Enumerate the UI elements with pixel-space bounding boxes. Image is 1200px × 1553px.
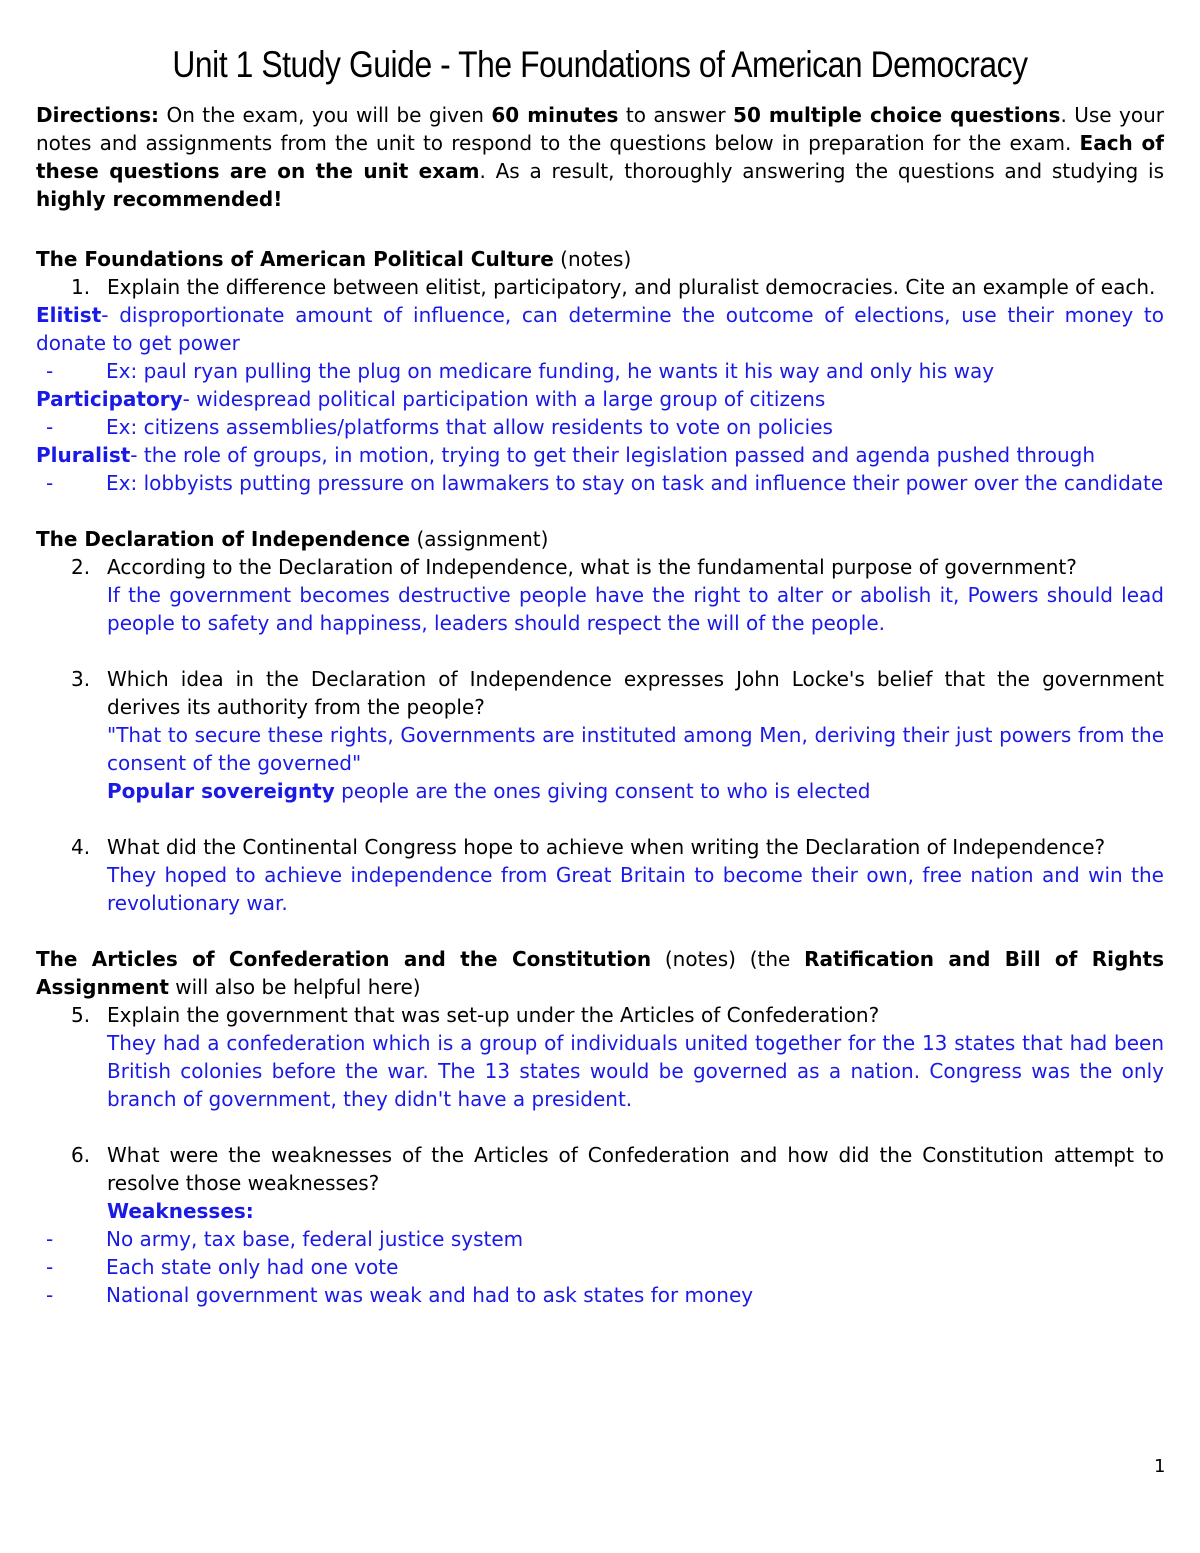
section-heading	[36, 945, 1164, 1001]
example-item	[36, 413, 1164, 441]
directions-bold: 50 multiple choice questions	[733, 103, 1061, 127]
example-text: Ex: citizens assemblies/platforms that allow residents to vote on policies	[106, 415, 833, 439]
answer-quote: "That to secure these rights, Governments are instituted among Men, deriving their just powers from the consent of the governed"	[107, 723, 1164, 775]
question-text	[89, 273, 1164, 301]
question-5	[36, 1001, 1164, 1113]
directions-bold: Each of these questions are on the unit exam	[36, 131, 1164, 183]
section-note: (notes) (the	[651, 947, 805, 971]
spacer	[36, 805, 1164, 833]
question-number	[36, 665, 89, 805]
question-body	[89, 665, 1164, 805]
directions-bold: highly recommended!	[36, 187, 283, 211]
directions-paragraph	[36, 101, 1164, 213]
question-body	[89, 1001, 1164, 1113]
section-heading-bold: Ratification and Bill of Rights Assignment	[36, 947, 1165, 999]
question-body	[89, 1141, 1164, 1225]
answer-text: people are the ones giving consent to who is elected	[334, 779, 871, 803]
weaknesses-label	[107, 1197, 1164, 1225]
example-text: Ex: lobbyists putting pressure on lawmakers to stay on task and influence their power over the candidate	[106, 471, 1164, 495]
question-number	[36, 1001, 89, 1113]
directions-text: . Use your notes and assignments from the unit to respond to the questions below in preparation for the exam.	[36, 103, 1165, 155]
question-number-text: 4.	[71, 835, 91, 859]
weakness-text: Each state only had one vote	[106, 1255, 399, 1279]
question-number	[36, 1141, 89, 1225]
document-body	[36, 101, 1164, 1309]
question-body	[89, 833, 1164, 917]
directions-text: . As a result, thoroughly answering the questions and studying is	[479, 159, 1164, 183]
question-text: What were the weaknesses of the Articles of Confederation and how did the Constitution attempt to resolve those weaknesses?	[107, 1143, 1164, 1195]
question-text: What did the Continental Congress hope to achieve when writing the Declaration of Independence?	[107, 835, 1106, 859]
weakness-text: National government was weak and had to ask states for money	[106, 1283, 754, 1307]
answer-term: Participatory	[36, 387, 183, 411]
weakness-item	[36, 1225, 1164, 1253]
section-heading-bold: The Declaration of Independence	[36, 527, 411, 551]
question-number-text: 2.	[71, 555, 91, 579]
section-heading-bold: The Foundations of American Political Culture	[36, 247, 554, 271]
spacer	[36, 497, 1164, 525]
question-body	[89, 553, 1164, 637]
question-text: Which idea in the Declaration of Independence expresses John Locke's belief that the government derives its authority from the people?	[107, 667, 1164, 719]
spacer	[36, 213, 1164, 241]
answer-text: - the role of groups, in motion, trying to get their legislation passed and agenda pushed through	[130, 443, 1096, 467]
question-number-text: 3.	[71, 667, 91, 691]
answer-pluralist	[36, 441, 1164, 469]
spacer	[36, 637, 1164, 665]
weakness-item	[36, 1253, 1164, 1281]
example-text: Ex: paul ryan pulling the plug on medicare funding, he wants it his way and only his way	[106, 359, 995, 383]
section-note: (assignment)	[410, 527, 549, 551]
answer-text: - disproportionate amount of influence, can determine the outcome of elections, use their money to donate to get power	[36, 303, 1164, 355]
answer-text: If the government becomes destructive people have the right to alter or abolish it, Powers should lead people to safety and happiness, leaders should respect the will of the people.	[107, 583, 1164, 635]
directions-text: to answer	[618, 103, 734, 127]
directions-label: Directions:	[36, 103, 160, 127]
spacer	[36, 1113, 1164, 1141]
question-text: According to the Declaration of Independence, what is the fundamental purpose of government?	[107, 555, 1077, 579]
answer-participatory	[36, 385, 1164, 413]
question-number	[36, 553, 89, 637]
answer-text: They had a confederation which is a group of individuals united together for the 13 states that had been British colonies before the war. The 13 states would be governed as a nation. Congress was the only branch of government, they didn't have a president.	[107, 1031, 1164, 1111]
question-number	[36, 833, 89, 917]
answer-term: Pluralist	[36, 443, 131, 467]
dash-bullet: -	[46, 471, 54, 495]
section-note: (notes)	[553, 247, 632, 271]
question-2	[36, 553, 1164, 637]
answer-term: Popular sovereignty	[107, 779, 335, 803]
section-heading-bold: The Articles of Confederation and the Constitution	[36, 947, 652, 971]
dash-bullet: -	[46, 1255, 54, 1279]
dash-bullet: -	[46, 359, 54, 383]
example-item	[36, 357, 1164, 385]
answer-elitist	[36, 301, 1164, 357]
page-title: Unit 1 Study Guide - The Foundations of American Democracy	[172, 44, 1028, 85]
question-text-content: Explain the difference between elitist, participatory, and pluralist democracies. Cite an example of each.	[107, 275, 1156, 299]
weakness-item	[36, 1281, 1164, 1309]
weakness-text: No army, tax base, federal justice system	[106, 1227, 524, 1251]
section-note: will also be helpful here)	[168, 975, 421, 999]
question-3	[36, 665, 1164, 805]
dash-bullet: -	[46, 1283, 54, 1307]
question-4	[36, 833, 1164, 917]
directions-bold: 60 minutes	[491, 103, 619, 127]
question-number-text: 6.	[71, 1143, 91, 1167]
weaknesses-label-text: Weaknesses:	[107, 1199, 254, 1223]
question-text: Explain the government that was set-up under the Articles of Confederation?	[107, 1003, 880, 1027]
question-1	[36, 273, 1164, 301]
section-heading	[36, 525, 1164, 553]
spacer	[36, 917, 1164, 945]
answer-text: - widespread political participation with a large group of citizens	[182, 387, 826, 411]
example-item	[36, 469, 1164, 497]
question-number	[36, 273, 89, 301]
dash-bullet: -	[46, 415, 54, 439]
page-number: 1	[1154, 1456, 1166, 1477]
answer-text: They hoped to achieve independence from Great Britain to become their own, free nation and win the revolutionary war.	[107, 863, 1164, 915]
section-heading	[36, 245, 1164, 273]
question-number-text: 1.	[71, 275, 91, 299]
answer-line	[107, 777, 1164, 805]
question-number-text: 5.	[71, 1003, 91, 1027]
directions-text: On the exam, you will be given	[159, 103, 492, 127]
dash-bullet: -	[46, 1227, 54, 1251]
answer-term: Elitist	[36, 303, 102, 327]
question-6	[36, 1141, 1164, 1225]
